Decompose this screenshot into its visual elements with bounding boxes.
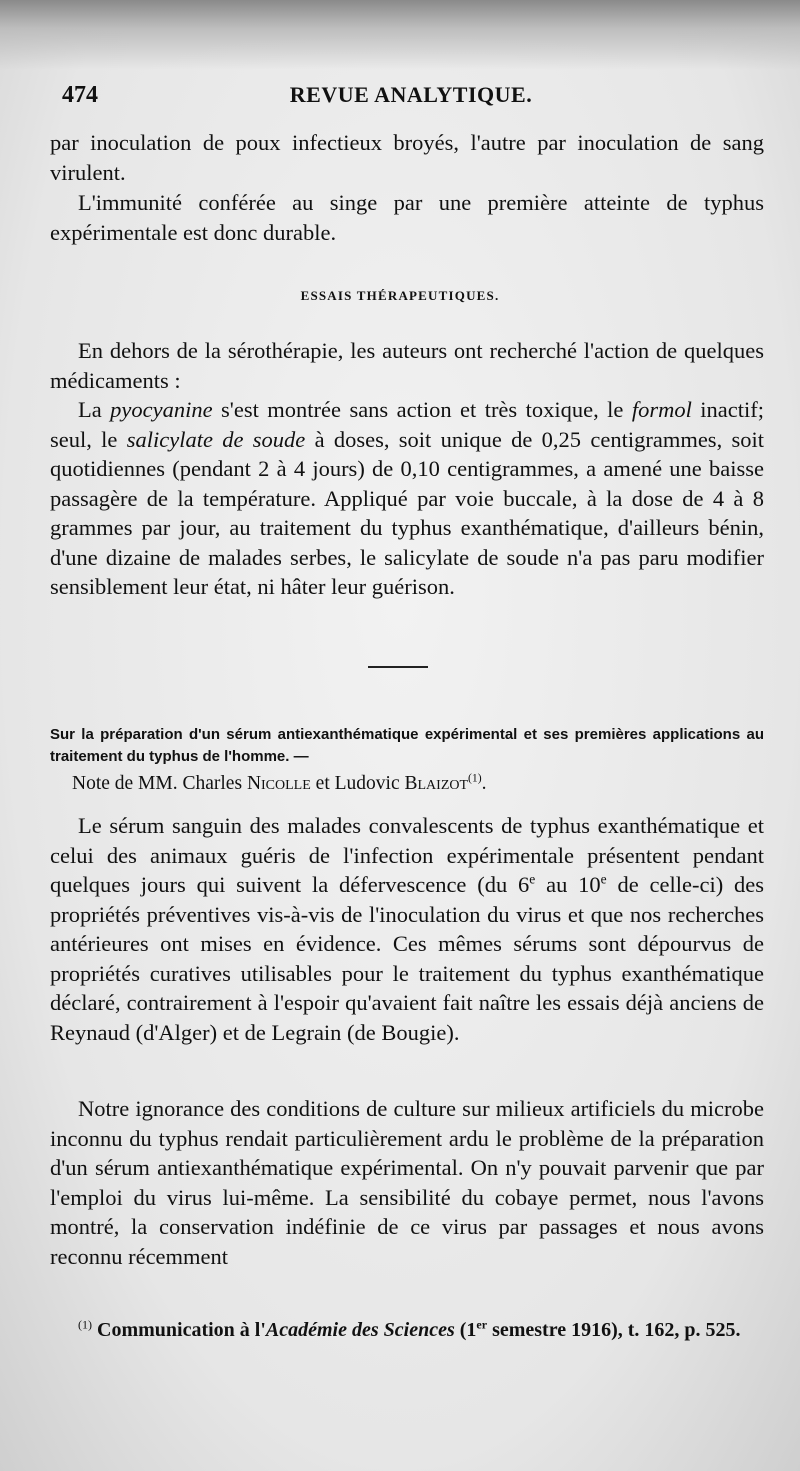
footnote-marker: (1)	[78, 1317, 92, 1332]
text-run: .	[481, 773, 487, 794]
superscript: er	[476, 1317, 488, 1332]
author-nicolle: Nicolle	[246, 773, 311, 794]
footnote-reference: (1)	[468, 771, 482, 785]
text-run: (1	[454, 1319, 477, 1341]
text-run: de celle-ci) des propriétés préventives vis-à-vis de l'inoculation du virus et que nos recherches antérieures ont mises en évidence. Ces mêmes sérums sont dépourvus de propriétés curatives utilisables pour le traitement du typhus exanthématique déclaré, contrairement à l'espoir qu'avaient fait naître les essais déjà anciens de Reynaud (d'Alger) et de Legrain (de Bougie).	[50, 872, 764, 1045]
footnote-italic: Académie des Sciences	[265, 1319, 455, 1341]
article-authors-note	[72, 772, 772, 796]
body-paragraph-1	[50, 811, 764, 1047]
article-title: Sur la préparation d'un sérum antiexanthématique expérimental et ses premières applications au traitement du typhus de l'homme. —	[50, 726, 764, 765]
section-heading: ESSAIS THÉRAPEUTIQUES.	[300, 288, 500, 303]
text-run: Le sérum sanguin des malades convalescents de typhus exanthématique et celui des animaux guéris de l'infection expérimentale présentent pendant quelques jours qui suivent la défervescence (du 6	[50, 813, 764, 897]
text-run: s'est montrée sans action et très toxique, le	[212, 397, 632, 422]
body-paragraph-2: Notre ignorance des conditions de culture sur milieux artificiels du microbe inconnu du typhus rendait particulièrement ardu le problème de la préparation d'un sérum antiexanthématique expérimental. On n'y pouvait parvenir que par l'emploi du virus lui-même. La sensibilité du cobaye permet, nous l'avons montré, la conservation indéfinie de ce virus par passages et nous avons reconnu récemment	[50, 1096, 764, 1269]
text-run: Communication à l'	[92, 1319, 266, 1341]
text-run: à doses, soit unique de 0,25 centigrammes, soit quotidiennes (pendant 2 à 4 jours) de 0,10 centigrammes, a amené une baisse passagère de la température. Appliqué par voie buccale, à la dose de 4 à 8 grammes par jour, au traitement du typhus exanthématique, d'ailleurs bénin, d'une dizaine de malades serbes, le salicylate de soude n'a pas paru modifier sensiblement leur état, ni hâter leur guérison.	[50, 426, 764, 599]
intro-paragraph-1: par inoculation de poux infectieux broyés, l'autre par inoculation de sang virulent.	[50, 130, 764, 185]
separator-rule	[368, 666, 428, 668]
drug-formol: formol	[631, 397, 692, 422]
superscript: e	[600, 871, 607, 887]
drug-pyocyanine: pyocyanine	[110, 397, 213, 422]
footnote	[50, 1316, 764, 1344]
text-run: inactif; seul, le	[50, 397, 764, 452]
text-run: Note de MM. Charles	[72, 773, 247, 794]
therapy-paragraph-2	[50, 395, 764, 602]
text-run: et Ludovic	[310, 773, 405, 794]
text-run: La	[78, 397, 111, 422]
page-number: 474	[62, 82, 98, 108]
therapy-paragraph-1: En dehors de la sérothérapie, les auteurs ont recherché l'action de quelques médicaments :	[50, 338, 764, 393]
running-title: REVUE ANALYTIQUE.	[289, 82, 533, 107]
intro-paragraph-2: L'immunité conférée au singe par une première atteinte de typhus expérimentale est donc durable.	[50, 190, 764, 245]
page-header	[58, 82, 764, 112]
text-run: au 10	[535, 872, 601, 897]
author-blaizot: Blaizot	[404, 773, 469, 794]
text-run: semestre 1916), t. 162, p. 525.	[487, 1319, 741, 1341]
scan-shadow	[0, 0, 800, 70]
superscript: e	[529, 871, 536, 887]
drug-salicylate: salicylate de soude	[126, 426, 306, 452]
